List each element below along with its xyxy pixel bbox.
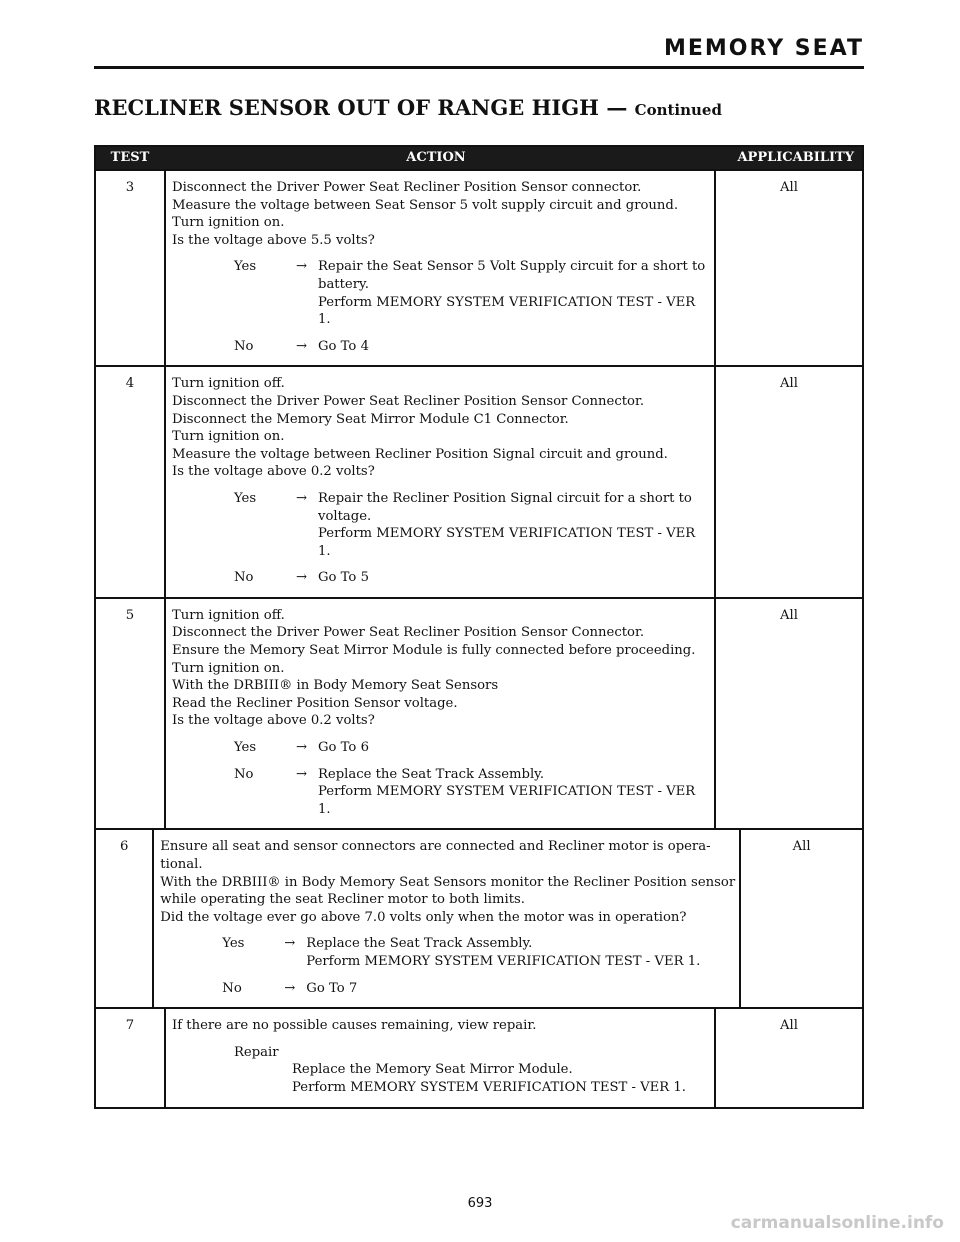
action-line: Turn ignition on. [172,660,285,676]
yes-answer [160,935,735,970]
action-line: Is the voltage above 0.2 volts? [172,464,375,480]
running-header-title: MEMORY SEAT [663,36,864,61]
applicability: All [792,839,811,855]
action-line: Turn ignition off. [172,376,285,392]
test-number: 4 [96,367,166,597]
right-arrow-icon: → [296,570,308,586]
continued-label: Continued [634,101,722,119]
running-header [94,32,864,69]
yes-result: Go To 6 [318,740,369,756]
repair-block [172,1044,710,1097]
repair-text-verify: Perform MEMORY SYSTEM VERIFICATION TEST - VER 1. [292,1079,687,1095]
action-line: Measure the voltage between Seat Sensor 5 volt supply circuit and ground. [172,197,679,213]
applicability: All [780,1018,798,1034]
yes-label: Yes [234,490,257,506]
action-line: With the DRBIII® in Body Memory Seat Sensors monitor the Recliner Position sensor [160,874,736,890]
yes-result: Replace the Seat Track Assembly. [306,936,533,952]
right-arrow-icon: → [284,936,296,952]
yes-result-verify: Perform MEMORY SYSTEM VERIFICATION TEST - VER 1. [318,294,696,328]
no-label: No [234,766,254,782]
test-action [154,830,741,1007]
no-answer [172,766,710,819]
action-line: Turn ignition on. [172,215,285,231]
yes-answer [172,739,710,757]
action-line: while operating the seat Recliner motor to both limits. [160,892,525,908]
action-line: With the DRBIII® in Body Memory Seat Sensors [172,678,499,694]
no-result: Go To 4 [318,338,369,354]
no-answer [160,980,735,998]
yes-answer [172,490,710,560]
watermark: carmanualsonline.info [730,1213,944,1233]
action-line: Disconnect the Driver Power Seat Recliner Position Sensor connector. [172,180,642,195]
test-number: 5 [96,599,166,829]
yes-answer [172,258,710,328]
action-line: Is the voltage above 5.5 volts? [172,232,375,248]
yes-result: Repair the Recliner Position Signal circuit for a short to voltage. [318,490,692,524]
section-title [94,95,722,120]
page-number: 693 [467,1196,493,1211]
action-line: Ensure all seat and sensor connectors are connected and Recliner motor is opera- [160,839,711,855]
yes-label: Yes [234,740,257,756]
right-arrow-icon: → [296,259,308,275]
diagnostic-test-table [94,145,864,1109]
column-header-test: TEST [110,150,150,165]
action-line: Disconnect the Memory Seat Mirror Module C1 Connector. [172,411,569,427]
no-result: Go To 5 [318,570,369,586]
yes-result-verify: Perform MEMORY SYSTEM VERIFICATION TEST - VER 1. [306,953,701,969]
test-number: 6 [96,830,154,1007]
table-header [96,147,862,169]
right-arrow-icon: → [284,980,296,996]
action-line: Disconnect the Driver Power Seat Recliner Position Sensor Connector. [172,393,645,409]
yes-label: Yes [222,936,245,952]
yes-result: Repair the Seat Sensor 5 Volt Supply circuit for a short to battery. [318,259,706,292]
test-action [166,599,716,829]
applicability: All [780,607,798,623]
no-answer [172,338,710,356]
right-arrow-icon: → [296,490,308,506]
no-result: Go To 7 [306,980,358,996]
action-line: Is the voltage above 0.2 volts? [172,713,375,729]
section-title-text: RECLINER SENSOR OUT OF RANGE HIGH — [94,95,628,120]
action-line: Disconnect the Driver Power Seat Recliner Position Sensor Connector. [172,625,645,641]
column-header-action: ACTION [406,150,466,165]
applicability: All [780,376,798,392]
test-number: 7 [96,1009,166,1106]
action-line: Turn ignition off. [172,607,285,623]
repair-text: Replace the Memory Seat Mirror Module. [292,1062,573,1078]
yes-result-verify: Perform MEMORY SYSTEM VERIFICATION TEST - VER 1. [318,526,696,559]
table-row [96,365,862,597]
action-line: Turn ignition on. [172,429,285,445]
table-row [96,1007,862,1106]
action-line: Ensure the Memory Seat Mirror Module is fully connected before proceeding. [172,643,696,659]
table-row [96,828,862,1007]
no-result-verify: Perform MEMORY SYSTEM VERIFICATION TEST - VER 1. [318,784,696,817]
test-action [166,1009,716,1106]
applicability: All [780,180,798,195]
action-line: If there are no possible causes remaining, view repair. [172,1018,537,1034]
test-number: 3 [96,171,166,365]
right-arrow-icon: → [296,740,308,756]
test-action [166,367,716,597]
yes-label: Yes [234,259,257,275]
action-line: Measure the voltage between Recliner Position Signal circuit and ground. [172,446,668,462]
right-arrow-icon: → [296,766,308,782]
no-result: Replace the Seat Track Assembly. [318,766,545,782]
table-row [96,169,862,365]
test-action [166,171,716,365]
no-label: No [222,980,242,996]
action-line: Read the Recliner Position Sensor voltage. [172,695,458,711]
repair-label: Repair [234,1044,279,1060]
table-row [96,597,862,829]
no-answer [172,569,710,587]
no-label: No [234,570,254,586]
action-line: Did the voltage ever go above 7.0 volts only when the motor was in operation? [160,909,687,925]
no-label: No [234,338,254,354]
column-header-applicability: APPLICABILITY [737,150,854,165]
action-line: tional. [160,857,203,872]
right-arrow-icon: → [296,338,308,354]
